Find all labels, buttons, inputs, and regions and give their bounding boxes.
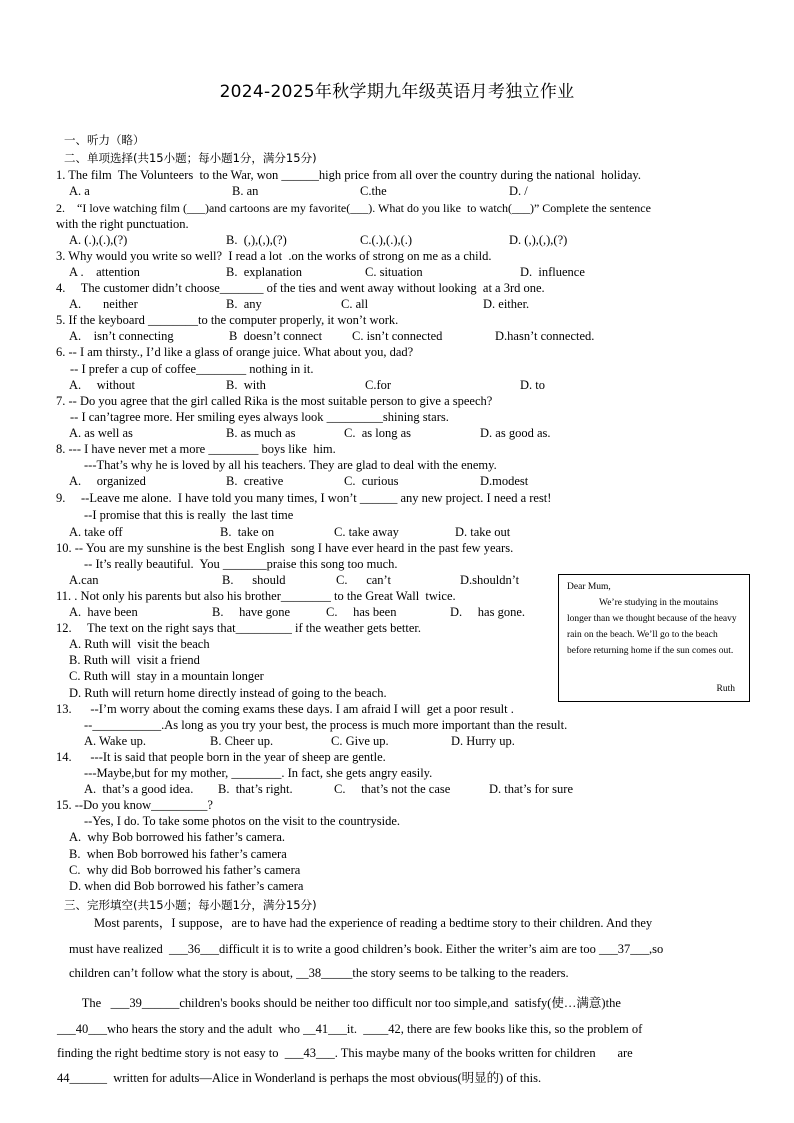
question-1-option-c: C.the <box>360 184 387 198</box>
question-15-option-d: D. when did Bob borrowed his father’s camera <box>69 879 304 893</box>
question-5-stem: 5. If the keyboard ________to the computer properly, it won’t work. <box>56 313 399 327</box>
question-7-stem: 7. -- Do you agree that the girl called Rika is the most suitable person to give a speech? <box>56 394 493 408</box>
question-13-stem-cont: --___________.As long as you try your best, the process is much more important than the result. <box>84 718 568 732</box>
question-9-option-c: C. take away <box>334 525 399 539</box>
question-11-option-b: B. have gone <box>212 605 291 619</box>
question-15-option-c: C. why did Bob borrowed his father’s camera <box>69 863 301 877</box>
question-15-option-a: A. why Bob borrowed his father’s camera. <box>69 830 286 844</box>
question-8-stem-cont: ---That’s why he is loved by all his teachers. They are glad to deal with the enemy. <box>84 458 497 472</box>
question-5-option-d: D.hasn’t connected. <box>495 329 595 343</box>
passage-paragraph-2-line-3: finding the right bedtime story is not easy to ___43___. This maybe many of the books written for children are <box>57 1046 633 1060</box>
question-2-stem-cont: with the right punctuation. <box>56 217 189 231</box>
section-cloze-heading: 三、完形填空(共15小题；每小题1分，满分15分) <box>64 898 317 912</box>
question-10-option-d: D.shouldn’t <box>460 573 520 587</box>
question-3-stem: 3. Why would you write so well? I read a lot .on the works of strong on me as a child. <box>56 249 492 263</box>
question-15-stem: 15. --Do you know_________? <box>56 798 213 812</box>
question-8-option-b: B. creative <box>226 474 284 488</box>
passage-paragraph-1-line-1: Most parents，I suppose，are to have had the experience of reading a bedtime story to their children. And they <box>69 916 653 930</box>
question-10-option-c: C. can’t <box>336 573 391 587</box>
question-5-option-b: B doesn’t connect <box>229 329 323 343</box>
question-7-option-a: A. as well as <box>69 426 133 440</box>
question-13-option-d: D. Hurry up. <box>451 734 515 748</box>
passage-paragraph-1-line-3: children can’t follow what the story is about, __38_____the story seems to be talking to the readers. <box>69 966 569 980</box>
question-15-stem-cont: --Yes, I do. To take some photos on the visit to the countryside. <box>84 814 400 828</box>
passage-paragraph-2-line-2: ___40___who hears the story and the adult who __41___it. ____42, there are few books like this, so the problem of <box>57 1022 643 1036</box>
question-15-option-b: B. when Bob borrowed his father’s camera <box>69 847 287 861</box>
question-13-stem: 13. --I’m worry about the coming exams these days. I am afraid I will get a poor result . <box>56 702 514 716</box>
question-4-option-b: B. any <box>226 297 262 311</box>
note-signature: Ruth <box>716 684 735 694</box>
question-11-option-c: C. has been <box>326 605 397 619</box>
question-3-option-a: A . attention <box>69 265 140 279</box>
question-12-option-a: A. Ruth will visit the beach <box>69 637 210 651</box>
note-greeting: Dear Mum, <box>567 582 611 592</box>
section-listening-heading: 一、听力（略） <box>64 133 145 147</box>
question-6-option-c: C.for <box>365 378 392 392</box>
question-9-option-a: A. take off <box>69 525 123 539</box>
question-14-option-d: D. that’s for sure <box>489 782 574 796</box>
question-14-option-a: A. that’s a good idea. <box>84 782 194 796</box>
question-9-stem-cont: --I promise that this is really the last time <box>84 508 294 522</box>
question-14-stem-cont: ---Maybe,but for my mother, ________. In fact, she gets angry easily. <box>84 766 433 780</box>
question-5-option-a: A. isn’t connecting <box>69 329 174 343</box>
question-13-option-a: A. Wake up. <box>84 734 146 748</box>
question-6-option-d: D. to <box>520 378 545 392</box>
question-11-option-a: A. have been <box>69 605 138 619</box>
question-14-stem: 14. ---It is said that people born in the year of sheep are gentle. <box>56 750 386 764</box>
question-11-option-d: D. has gone. <box>450 605 525 619</box>
question-6-stem: 6. -- I am thirsty., I’d like a glass of orange juice. What about you, dad? <box>56 345 414 359</box>
question-14-option-c: C. that’s not the case <box>334 782 451 796</box>
passage-paragraph-2-line-4: 44______ written for adults—Alice in Wonderland is perhaps the most obvious(明显的) of this. <box>57 1071 542 1085</box>
question-7-option-d: D. as good as. <box>480 426 551 440</box>
letter-note-box <box>558 574 750 702</box>
note-body: We’re studying in the moutains longer than we thought because of the heavy rain on the beach. We’ll go to the beach before returning home if the sun comes out. <box>567 598 737 656</box>
question-8-option-a: A. organized <box>69 474 146 488</box>
question-12-option-b: B. Ruth will visit a friend <box>69 653 200 667</box>
question-10-option-b: B. should <box>222 573 286 587</box>
question-3-option-b: B. explanation <box>226 265 303 279</box>
question-8-option-d: D.modest <box>480 474 529 488</box>
question-8-option-c: C. curious <box>344 474 399 488</box>
question-2-option-d: D. (,),(,),(?) <box>509 233 568 247</box>
question-1-option-b: B. an <box>232 184 259 198</box>
passage-paragraph-2-line-1: The ___39______children's books should be neither too difficult nor too simple,and satisfy(使…满意)the <box>57 996 621 1010</box>
question-7-option-c: C. as long as <box>344 426 412 440</box>
passage-paragraph-1-line-2: must have realized ___36___difficult it is to write a good children’s book. Either the writer’s aim are too ___37___,so <box>69 942 664 956</box>
question-3-option-c: C. situation <box>365 265 423 279</box>
question-2-option-a: A. (.),(.),(?) <box>69 233 128 247</box>
question-2-option-c: C.(.),(.),(.) <box>360 233 413 247</box>
question-1-option-a: A. a <box>69 184 90 198</box>
question-8-stem: 8. --- I have never met a more ________ boys like him. <box>56 442 336 456</box>
question-3-option-d: D. influence <box>520 265 585 279</box>
question-10-option-a: A.can <box>69 573 99 587</box>
question-6-option-a: A. without <box>69 378 135 392</box>
question-12-option-d: D. Ruth will return home directly instead of going to the beach. <box>69 686 387 700</box>
question-4-option-a: A. neither <box>69 297 138 311</box>
question-1-option-d: D. / <box>509 184 528 198</box>
question-4-option-c: C. all <box>341 297 369 311</box>
question-5-option-c: C. isn’t connected <box>352 329 443 343</box>
question-6-stem-cont: -- I prefer a cup of coffee________ nothing in it. <box>70 362 314 376</box>
question-13-option-c: C. Give up. <box>331 734 389 748</box>
question-11-stem: 11. . Not only his parents but also his brother________ to the Great Wall twice. <box>56 589 456 603</box>
section-choice-heading: 二、单项选择(共15小题；每小题1分，满分15分) <box>64 151 317 165</box>
question-10-stem-cont: -- It’s really beautiful. You _______praise this song too much. <box>84 557 398 571</box>
question-2-stem: 2. “I love watching film (___)and cartoons are my favorite(___). What do you like to watch(___)” Complete the sentence <box>56 201 651 215</box>
question-9-option-d: D. take out <box>455 525 511 539</box>
question-7-stem-cont: -- I can’tagree more. Her smiling eyes always look _________shining stars. <box>70 410 449 424</box>
question-13-option-b: B. Cheer up. <box>210 734 274 748</box>
question-9-option-b: B. take on <box>220 525 275 539</box>
page-title: 2024-2025年秋学期九年级英语月考独立作业 <box>219 82 575 102</box>
question-14-option-b: B. that’s right. <box>218 782 293 796</box>
question-9-stem: 9. --Leave me alone. I have told you many times, I won’t ______ any new project. I need a rest! <box>56 491 552 505</box>
question-10-stem: 10. -- You are my sunshine is the best English song I have ever heard in the past few years. <box>56 541 514 555</box>
question-7-option-b: B. as much as <box>226 426 296 440</box>
question-12-option-c: C. Ruth will stay in a mountain longer <box>69 669 264 683</box>
question-4-stem: 4. The customer didn’t choose_______ of the ties and went away without looking at a 3rd one. <box>56 281 545 295</box>
question-6-option-b: B. with <box>226 378 266 392</box>
question-4-option-d: D. either. <box>483 297 530 311</box>
question-2-option-b: B. (,),(,),(?) <box>226 233 287 247</box>
question-12-stem: 12. The text on the right says that_________ if the weather gets better. <box>56 621 421 635</box>
question-1-stem: 1. The film The Volunteers to the War, won ______high price from all over the country during the national holiday. <box>56 168 641 182</box>
